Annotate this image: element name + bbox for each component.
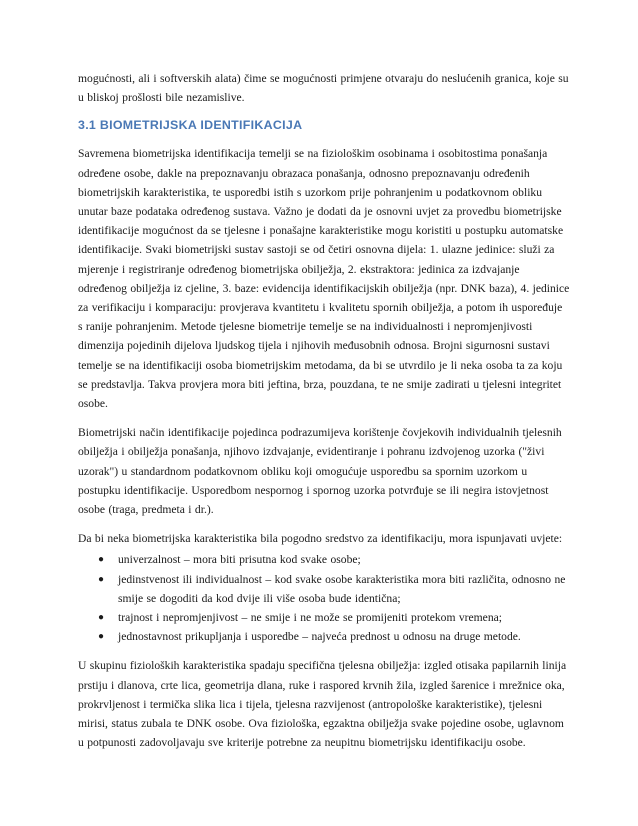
list-item-text: jedinstvenost ili individualnost – kod svake osobe karakteristika mora biti različita, odnosno ne smije se dogoditi da kod dvije ili više osoba bude identična; [118, 572, 566, 605]
bullet-icon: ● [98, 612, 105, 624]
list-item-text: jednostavnost prikupljanja i usporedbe – najveća prednost u odnosu na druge metode. [118, 630, 521, 644]
list-item [78, 608, 570, 627]
criteria-list [78, 550, 570, 646]
list-item [78, 627, 570, 646]
body-paragraph-1: Savremena biometrijska identifikacija temelji se na fiziološkim osobinama i osobitostima ponašanja određene osobe, dakle na prepoznavanju obrazaca ponašanja, odnosno prepoznavanju određenih biometrijskih karakteristika, te usporedbi istih s uzorkom prije pohranjenim u podatkovnom obliku unutar baze podataka određenog sustava. Važno je dodati da je osnovni uvjet za provedbu biometrijske identifikacije mogućnost da se tjelesne i ponašajne karakteristike mogu koristiti u postupku automatske identifikacije. Svaki biometrijski sustav sastoji se od četiri osnovna dijela: 1. ulazne jedinice: služi za mjerenje i registriranje određenog biometrijska obilježja, 2. ekstraktora: jedinica za izdvajanje određenog obilježja iz cjeline, 3. baze: evidencija identifikacijskih obilježja (npr. DNK baza), 4. jedinice za verifikaciju i komparaciju: provjerava kvantitetu i kvalitetu spornih obilježja, a potom ih uspoređuje s ranije pohranjenim. Metode tjelesne biometrije temelje se na individualnosti i nepromjenjivosti dimenzija pojedinih dijelova ljudskog tijela i njihovih međusobnih odnosa. Brojni sigurnosni sustavi temelje se na identifikaciji osoba biometrijskim metodama, da bi se utvrdilo je li neka osoba ta za koju se predstavlja. Takva provjera mora biti jeftina, brza, pouzdana, te ne smije zadirati u tjelesni integritet osobe. [78, 147, 570, 411]
list-item-text: trajnost i nepromjenjivost – ne smije i ne može se promijeniti protekom vremena; [118, 611, 502, 625]
list-item [78, 570, 570, 608]
list-item-text: univerzalnost – mora biti prisutna kod svake osobe; [118, 553, 361, 567]
bullet-icon: ● [98, 554, 105, 566]
list-item [78, 550, 570, 569]
body-paragraph-3: Da bi neka biometrijska karakteristika bila pogodno sredstvo za identifikaciju, mora ispunjavati uvjete: [78, 532, 563, 546]
section-heading: 3.1 BIOMETRIJSKA IDENTIFIKACIJA [78, 118, 303, 133]
bullet-icon: ● [98, 631, 105, 643]
body-paragraph-2: Biometrijski način identifikacije pojedinca podrazumijeva korištenje čovjekovih individualnih tjelesnih obilježja i obilježja ponašanja, njihovo izdvajanje, evidentiranje i pohranu izdvojenog uzorka ("živi uzorak") u standardnom podatkovnom obliku koji omogućuje usporedbu sa spornim uzorkom u postupku identifikacije. Usporedbom nespornog i spornog uzorka potvrđuje se ili negira istovjetnost osobe (traga, predmeta i dr.). [78, 426, 562, 517]
closing-paragraph: U skupinu fizioloških karakteristika spadaju specifična tjelesna obilježja: izgled otisaka papilarnih linija prstiju i dlanova, crte lica, geometrija dlana, ruke i raspored krvnih žila, izgled šarenice i mrežnice oka, prokrvljenost i termička slika lica i tijela, tjelesna razvijenost (antropološke karakteristike), tjelesni mirisi, status zubala te DNK osobe. Ova fiziološka, egzaktna obilježja svake pojedine osobe, uglavnom u potpunosti zadovoljavaju sve kriterije potrebne za neupitnu biometrijsku identifikaciju osobe. [78, 659, 567, 750]
intro-paragraph: mogućnosti, ali i softverskih alata) čime se mogućnosti primjene otvaraju do neslućenih granica, koje su u bliskoj prošlosti bile nezamislive. [78, 72, 569, 105]
bullet-icon: ● [98, 573, 105, 585]
